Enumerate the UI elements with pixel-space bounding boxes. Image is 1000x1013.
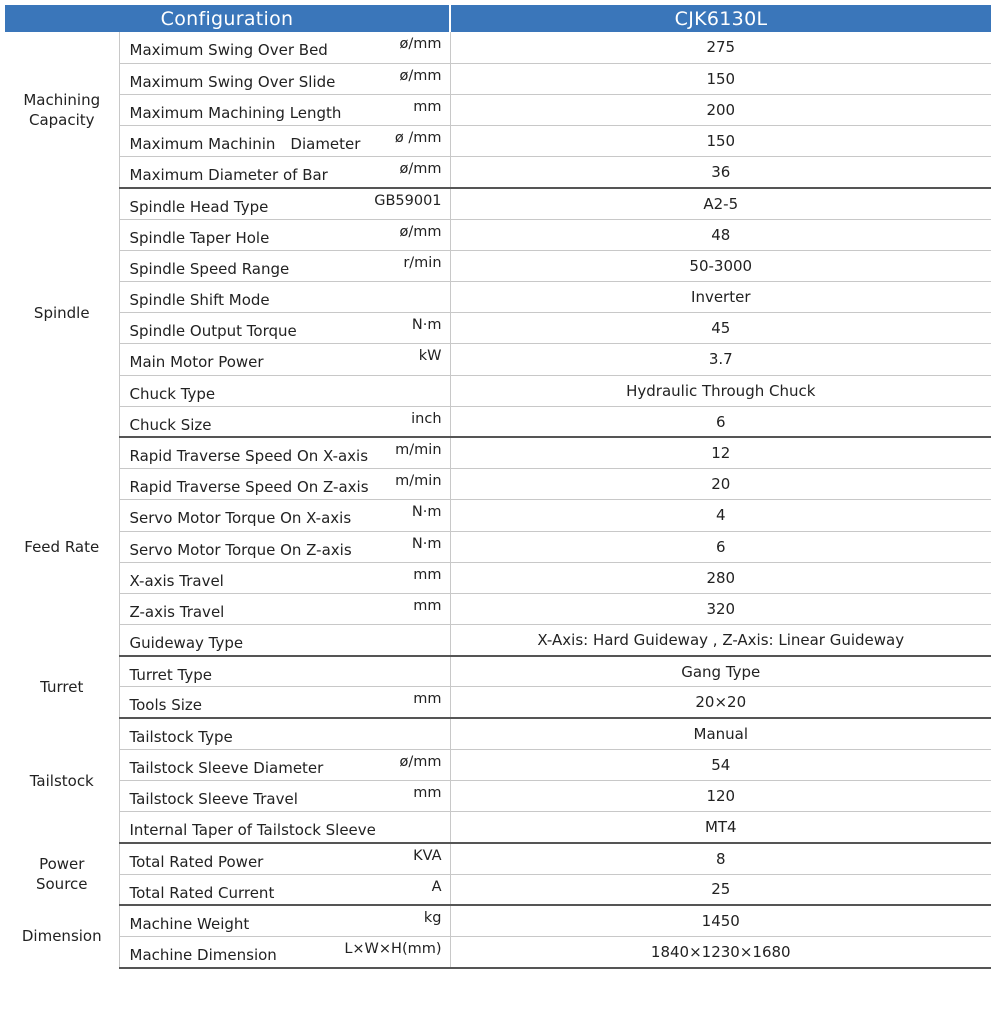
group-name: Tailstock <box>5 718 119 843</box>
param-value: 12 <box>450 437 991 468</box>
param-cell <box>119 375 450 406</box>
param-value: 1840×1230×1680 <box>450 936 991 967</box>
param-cell <box>119 656 450 687</box>
param-value: 20×20 <box>450 687 991 718</box>
param-label: Turret Type <box>129 665 212 684</box>
param-value: 320 <box>450 593 991 624</box>
param-value: 280 <box>450 562 991 593</box>
table-row <box>5 437 991 468</box>
param-value: 4 <box>450 500 991 531</box>
table-row <box>5 936 991 967</box>
param-unit: r/min <box>403 254 442 271</box>
param-unit: mm <box>413 691 442 708</box>
param-label: Maximum Swing Over Bed <box>129 41 328 59</box>
param-cell <box>119 781 450 812</box>
param-value: X-Axis: Hard Guideway , Z-Axis: Linear Guideway <box>450 625 991 656</box>
table-row <box>5 781 991 812</box>
param-cell <box>119 282 450 313</box>
param-label: Chuck Type <box>129 384 216 403</box>
param-label: Spindle Output Torque <box>129 322 297 341</box>
param-cell <box>119 126 450 157</box>
param-value: 200 <box>450 94 991 125</box>
table-row <box>5 32 991 63</box>
param-label: Spindle Taper Hole <box>129 228 270 247</box>
table-row <box>5 749 991 780</box>
group-name: Machining Capacity <box>5 32 119 188</box>
table-row <box>5 219 991 250</box>
param-label: Tools Size <box>129 696 203 715</box>
table-row <box>5 874 991 905</box>
param-unit: ø/mm <box>399 223 442 240</box>
param-cell <box>119 94 450 125</box>
param-unit: inch <box>411 410 442 427</box>
param-cell <box>119 406 450 437</box>
param-label: Maximum Swing Over Slide <box>129 72 336 91</box>
param-unit: mm <box>413 597 442 614</box>
param-cell <box>119 593 450 624</box>
param-value: 54 <box>450 749 991 780</box>
param-unit: ø /mm <box>394 130 442 147</box>
param-label: Maximum Machining Length <box>129 103 342 122</box>
param-label: Machine Weight <box>129 915 250 934</box>
table-row <box>5 625 991 656</box>
spec-table <box>5 5 991 969</box>
param-unit: ø/mm <box>399 67 442 84</box>
param-label: Guideway Type <box>129 634 244 653</box>
param-label: Main Motor Power <box>129 353 264 372</box>
param-value: 45 <box>450 313 991 344</box>
param-value: 6 <box>450 406 991 437</box>
group-name: Turret <box>5 656 119 718</box>
param-cell <box>119 219 450 250</box>
param-cell <box>119 531 450 562</box>
param-unit: N·m <box>411 504 442 521</box>
table-row <box>5 282 991 313</box>
param-value: 20 <box>450 469 991 500</box>
param-value: 150 <box>450 126 991 157</box>
param-value: A2-5 <box>450 188 991 219</box>
param-unit: mm <box>413 785 442 801</box>
param-label: Maximum Machinin Diameter <box>129 135 361 154</box>
table-row <box>5 469 991 500</box>
param-label: Total Rated Power <box>129 852 264 871</box>
table-row <box>5 250 991 281</box>
param-cell <box>119 625 450 656</box>
table-row <box>5 593 991 624</box>
table-row <box>5 905 991 936</box>
param-label: Tailstock Type <box>129 728 233 747</box>
table-row <box>5 531 991 562</box>
table-row <box>5 656 991 687</box>
param-unit: A <box>431 878 442 895</box>
group-name: Power Source <box>5 843 119 905</box>
header-configuration: Configuration <box>5 5 450 32</box>
header-model: CJK6130L <box>450 5 991 32</box>
param-cell <box>119 843 450 874</box>
param-label: X-axis Travel <box>129 571 224 590</box>
param-value: 3.7 <box>450 344 991 375</box>
param-cell <box>119 749 450 780</box>
param-label: Servo Motor Torque On X-axis <box>129 509 352 528</box>
param-unit: m/min <box>395 442 442 459</box>
param-value: 8 <box>450 843 991 874</box>
param-label: Chuck Size <box>129 415 212 434</box>
param-unit: L×W×H(mm) <box>344 940 442 957</box>
param-cell <box>119 313 450 344</box>
param-value: 150 <box>450 63 991 94</box>
param-unit: KVA <box>413 847 442 864</box>
table-row <box>5 63 991 94</box>
param-label: Spindle Shift Mode <box>129 291 270 309</box>
param-label: Internal Taper of Tailstock Sleeve <box>129 821 376 840</box>
param-unit: kg <box>423 910 442 927</box>
param-label: Spindle Speed Range <box>129 259 290 278</box>
param-unit: mm <box>413 566 442 583</box>
table-row <box>5 687 991 718</box>
group-name: Feed Rate <box>5 437 119 655</box>
param-label: Servo Motor Torque On Z-axis <box>129 540 352 559</box>
param-cell <box>119 250 450 281</box>
param-cell <box>119 562 450 593</box>
param-unit: ø/mm <box>399 161 442 178</box>
table-row <box>5 375 991 406</box>
table-row <box>5 812 991 843</box>
param-value: 120 <box>450 781 991 812</box>
param-cell <box>119 936 450 967</box>
table-row <box>5 406 991 437</box>
table-row <box>5 344 991 375</box>
param-cell <box>119 157 450 188</box>
param-value: 36 <box>450 157 991 188</box>
param-label: Machine Dimension <box>129 945 277 964</box>
param-label: Maximum Diameter of Bar <box>129 166 328 185</box>
param-cell <box>119 687 450 718</box>
param-unit: mm <box>413 98 442 115</box>
param-unit: ø/mm <box>399 753 442 770</box>
table-row <box>5 94 991 125</box>
param-unit: N·m <box>411 317 442 334</box>
param-cell <box>119 905 450 936</box>
param-cell <box>119 344 450 375</box>
param-label: Rapid Traverse Speed On X-axis <box>129 447 369 466</box>
group-name: Spindle <box>5 188 119 438</box>
param-value: 48 <box>450 219 991 250</box>
param-cell <box>119 469 450 500</box>
param-label: Tailstock Sleeve Travel <box>129 790 298 808</box>
param-cell <box>119 63 450 94</box>
param-value: 6 <box>450 531 991 562</box>
param-cell <box>119 188 450 219</box>
param-label: Z-axis Travel <box>129 602 225 621</box>
table-row <box>5 126 991 157</box>
param-cell <box>119 874 450 905</box>
param-value: Manual <box>450 718 991 749</box>
param-label: Total Rated Current <box>129 883 275 902</box>
param-value: Gang Type <box>450 656 991 687</box>
table-row <box>5 500 991 531</box>
param-value: Inverter <box>450 282 991 313</box>
param-unit: kW <box>418 348 442 365</box>
param-value: 25 <box>450 874 991 905</box>
param-value: MT4 <box>450 812 991 843</box>
table-row <box>5 562 991 593</box>
param-value: 50-3000 <box>450 250 991 281</box>
table-header-row <box>5 5 991 32</box>
param-unit: GB59001 <box>374 192 442 209</box>
param-value: 1450 <box>450 905 991 936</box>
param-label: Rapid Traverse Speed On Z-axis <box>129 478 369 497</box>
table-row <box>5 843 991 874</box>
param-value: 275 <box>450 32 991 63</box>
param-value: Hydraulic Through Chuck <box>450 375 991 406</box>
param-label: Tailstock Sleeve Diameter <box>129 758 324 777</box>
param-cell <box>119 32 450 63</box>
param-cell <box>119 437 450 468</box>
table-row <box>5 313 991 344</box>
group-name: Dimension <box>5 905 119 967</box>
table-row <box>5 718 991 749</box>
param-unit: N·m <box>411 535 442 552</box>
param-cell <box>119 500 450 531</box>
spec-body <box>5 32 991 968</box>
param-cell <box>119 718 450 749</box>
table-row <box>5 157 991 188</box>
table-row <box>5 188 991 219</box>
param-unit: m/min <box>395 473 442 490</box>
param-cell <box>119 812 450 843</box>
param-label: Spindle Head Type <box>129 197 269 216</box>
param-unit: ø/mm <box>399 36 442 52</box>
